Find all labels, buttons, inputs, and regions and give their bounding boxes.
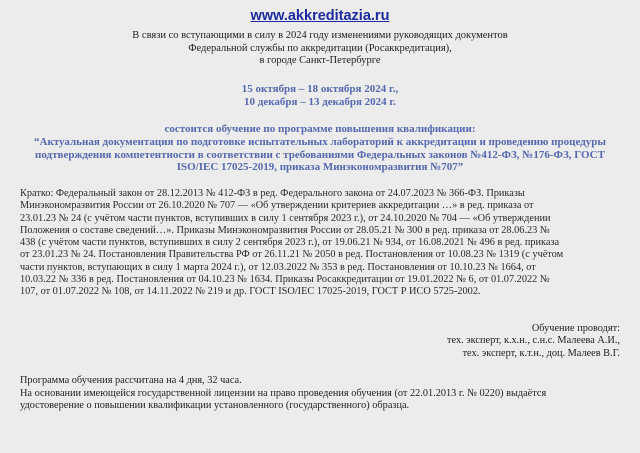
intro-line: Федеральной службы по аккредитации (Росаккредитация),	[188, 42, 452, 54]
summary-line: Кратко: Федеральный закон от 28.12.2013 № 412-ФЗ в ред. Федерального закона от 24.07.2023 № 366-ФЗ. Приказы	[20, 188, 525, 199]
summary-line: части пунктов, вступающих в силу 1 марта 2024 г.), от 12.03.2022 № 353 в ред. Постановления от 10.10.23 № 1664, от	[20, 261, 536, 273]
date-range: 10 декабря – 13 декабря 2024 г.	[244, 96, 396, 108]
course-announcement	[0, 123, 640, 174]
summary-line: Положения о составе сведений…». Приказы Минэкономразвития России от 28.05.21 № 300 в ред. приказа от 28.06.23 №	[20, 224, 550, 236]
intro-text	[0, 30, 640, 68]
instructors-heading: Обучение проводят:	[531, 323, 620, 334]
summary-line: 438 (с учётом части пунктов, вступивших в силу 2 сентября 2023 г.), от 19.06.21 № 934, от 16.08.2021 № 496 в ред. приказа	[20, 237, 560, 248]
summary-line: 10.03.22 № 336 в ред. Постановления от 04.10.23 № 1634. Приказы Росаккредитации от 19.01.2022 № 6, от 01.07.2022 №	[20, 273, 550, 285]
intro-line: в городе Санкт-Петербурге	[259, 55, 381, 67]
summary-line: Минэкономразвития России от 26.10.2020 № 707 — «Об утверждении критериев аккредитации …» в ред. приказа от	[20, 200, 534, 212]
program-info	[20, 375, 546, 413]
course-title-line: “Актуальная документация по подготовке испытательных лабораторий к аккредитации и проведению процедуры	[34, 135, 606, 148]
summary-line: 23.01.23 № 24 (с учётом части пунктов, вступивших в силу 1 сентября 2023 г.), от 24.10.2020 № 704 — «Об утверждении	[20, 212, 551, 224]
instructor: тех. эксперт, к.х.н., с.н.с. Малеева А.И.,	[447, 335, 620, 347]
course-lead: состоится обучение по программе повышения квалификации:	[164, 123, 476, 135]
course-dates	[0, 83, 640, 109]
course-title-line: ISO/IEC 17025-2019, приказа Минэкономразвития №707”	[176, 161, 464, 174]
program-duration: Программа обучения рассчитана на 4 дня, 32 часа.	[20, 375, 242, 386]
summary-line: 107, от 01.07.2022 № 108, от 14.11.2022 № 219 и др. ГОСТ ISO/IEC 17025-2019, ГОСТ Р ИСО 5725-2002.	[20, 286, 481, 297]
date-range: 15 октября – 18 октября 2024 г.,	[241, 83, 399, 95]
site-link[interactable]: www.akkreditazia.ru	[250, 8, 390, 24]
instructors	[447, 323, 620, 360]
license-info: На основании имеющейся государственной лицензии на право проведения обучения (от 22.01.2013 г. № 0220) выдаётся	[20, 387, 547, 399]
intro-line: В связи со вступающими в силу в 2024 году изменениями руководящих документов	[132, 30, 508, 41]
instructor: тех. эксперт, к.т.н., доц. Малеев В.Г.	[462, 347, 620, 359]
license-info: удостоверение о повышении квалификации установленного (государственного) образца.	[20, 400, 410, 412]
course-title-line: подтверждения компетентности в соответствии с требованиями Федеральных законов №412-ФЗ, №176-ФЗ, ГОСТ	[35, 148, 605, 161]
regulations-summary	[20, 188, 563, 298]
summary-line: от 23.01.23 № 24. Постановления Правительства РФ от 26.11.21 № 2050 в ред. Постановления от 10.08.23 № 1319 (с учётом	[20, 249, 564, 261]
